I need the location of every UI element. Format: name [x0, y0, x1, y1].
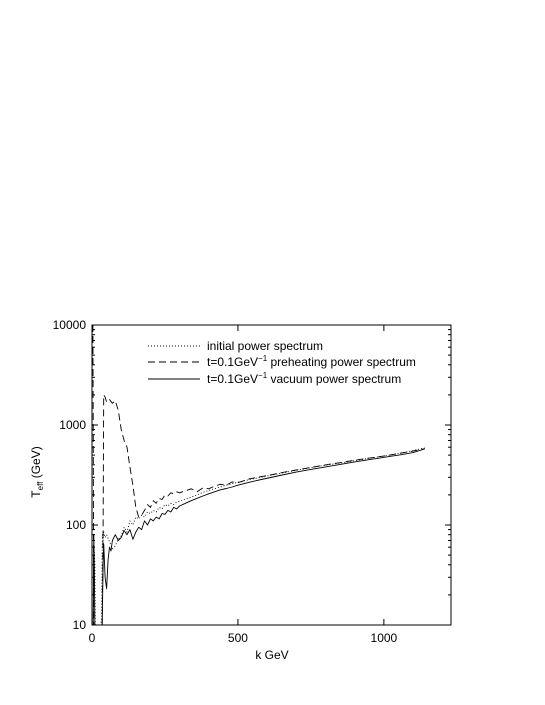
x-tick-label: 1000 — [370, 631, 398, 645]
legend-vacuum-part-a: t=0.1GeV — [207, 372, 259, 386]
y-axis-title-unit: (GeV) — [29, 446, 43, 482]
legend-preheating-part-a: t=0.1GeV — [207, 355, 259, 369]
legend-preheating-exponent: −1 — [258, 354, 268, 363]
series-line-1 — [93, 448, 425, 625]
x-tick-label: 0 — [88, 631, 96, 645]
y-axis-title-base: T — [29, 490, 43, 498]
y-axis-title — [29, 446, 45, 497]
legend-label-initial: initial power spectrum — [207, 339, 324, 353]
y-axis-title-subscript: eff — [36, 481, 45, 491]
legend — [148, 339, 416, 386]
series-line-3 — [93, 449, 425, 625]
legend-vacuum-part-b: vacuum power spectrum — [267, 372, 402, 386]
legend-label-vacuum — [207, 371, 401, 386]
series-layer — [93, 325, 425, 625]
y-tick-label: 10 — [72, 618, 86, 632]
series-line-2 — [93, 325, 425, 625]
y-tick-label: 1000 — [59, 418, 86, 432]
legend-label-preheating — [207, 354, 416, 369]
legend-vacuum-exponent: −1 — [258, 371, 268, 380]
x-axis-title: k GeV — [255, 648, 289, 662]
y-tick-label: 100 — [65, 518, 86, 532]
legend-preheating-part-b: preheating power spectrum — [267, 355, 416, 369]
x-tick-label: 500 — [227, 631, 248, 645]
y-tick-label: 10000 — [52, 318, 86, 332]
